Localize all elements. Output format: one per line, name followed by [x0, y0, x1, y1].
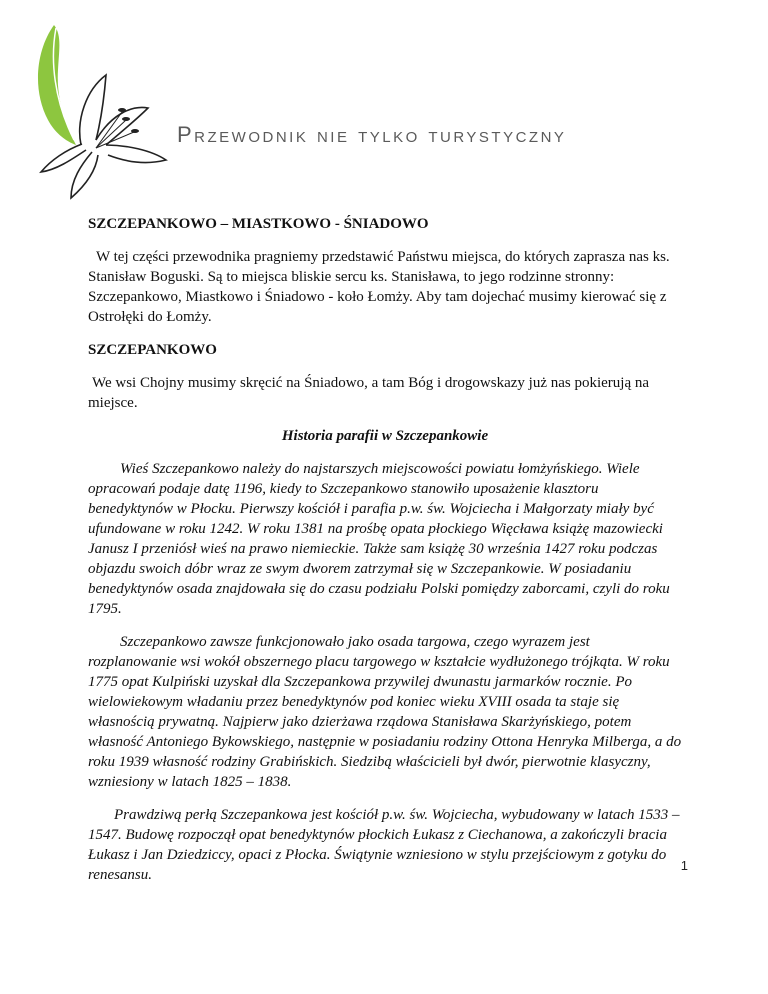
- main-heading: SZCZEPANKOWO – MIASTKOWO - ŚNIADOWO: [88, 216, 429, 232]
- intro-paragraph: W tej części przewodnika pragniemy przedstawić Państwu miejsca, do których zaprasza nas ks. Stanisław Boguski. Są to miejsca bliskie sercu ks. Stanisława, to jego rodzinne stronny: Szczepankowo, Miastkowo i Śniadowo - koło Łomży. Aby tam dojechać musimy kierować się z Ostrołęki do Łomży.: [88, 249, 670, 325]
- document-body: [88, 214, 682, 898]
- directions-paragraph: We wsi Chojny musimy skręcić na Śniadowo, a tam Bóg i drogowskazy już nas pokierują na miejsce.: [88, 375, 650, 411]
- page-number: 1: [680, 858, 688, 873]
- sub-heading: SZCZEPANKOWO: [88, 342, 217, 358]
- history-paragraph-3: Prawdziwą perłą Szczepankowa jest kościół p.w. św. Wojciecha, wybudowany w latach 1533 – 1547. Budowę rozpoczął opat benedyktynów płockich Łukasz z Ciechanowa, a zakończyli bracia Łukasz i Jan Dziedziccy, opaci z Płocka. Świątynie wzniesiono w stylu przejściowym z gotyku do renesansu.: [88, 807, 680, 883]
- history-paragraph-1: Wieś Szczepankowo należy do najstarszych miejscowości powiatu łomżyńskiego. Wiele opracowań podaje datę 1196, kiedy to Szczepankowo stanowiło uposażenie klasztoru benedyktynów w Płocku. Pierwszy kościół i parafia p.w. św. Wojciecha i Małgorzaty miały być ufundowane w roku 1242. W roku 1381 na prośbę opata płockiego Więcława książę mazowiecki Janusz I przeniósł wieś na prawo niemieckie. Także sam książę 30 września 1427 roku podczas objazdu swoich dóbr wraz ze swym dworem zatrzymał się w Szczepankowie. W posiadaniu benedyktynów osada znajdowała się do czasu podziału Polski pomiędzy zaborcami, czyli do roku 1795.: [88, 461, 670, 617]
- history-paragraph-2: Szczepankowo zawsze funkcjonowało jako osada targowa, czego wyrazem jest rozplanowanie wsi wokół obszernego placu targowego w kształcie wydłużonego trójkąta. W roku 1775 opat Kulpiński uzyskał dla Szczepankowa przywilej dwunastu jarmarków rocznie. Po wielowiekowym władaniu przez benedyktynów pod koniec wieku XVIII osada ta staje się własnością prywatną. Najpierw jako dzierżawa rządowa Stanisława Skarżyńskiego, potem własność Antoniego Bykowskiego, następnie w posiadaniu rodziny Ottona Henryka Milberga, a do roku 1939 własność rodziny Grabińskich. Siedzibą właścicieli był dwór, pierwotnie klasyczny, wzniesiony w latach 1825 – 1838.: [88, 634, 682, 790]
- history-title: Historia parafii w Szczepankowie: [281, 428, 489, 444]
- lily-logo-icon: [26, 20, 176, 205]
- header-title: Przewodnik nie tylko turystyczny: [177, 122, 567, 147]
